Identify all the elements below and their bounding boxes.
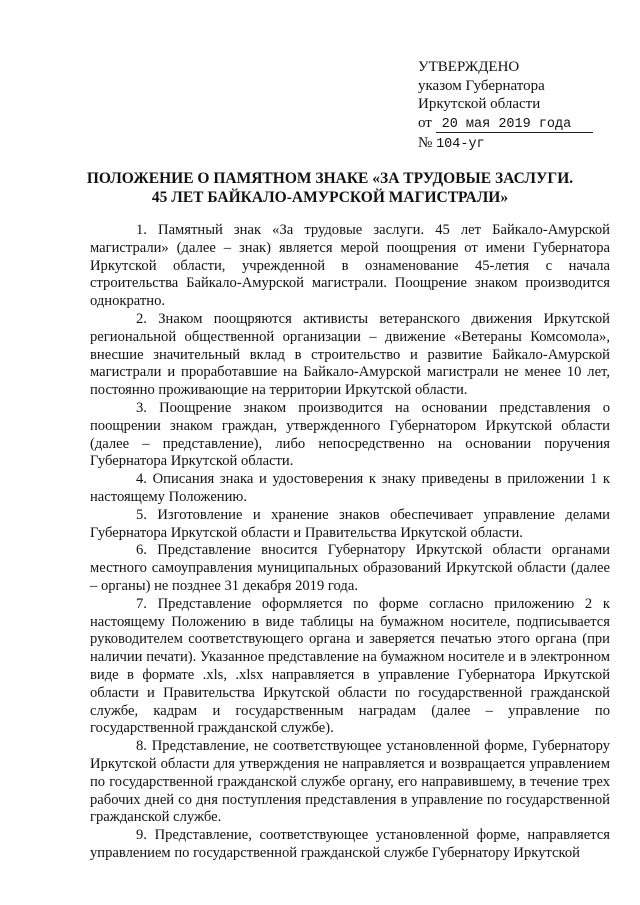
document-title xyxy=(60,169,600,207)
paragraph-6: 6. Представление вносится Губернатору Иркутской области органами местного самоуправления муниципальных образований Иркутской области (далее – органы) не позднее 31 декабря 2019 года. xyxy=(90,542,610,594)
approval-line-1: указом Губернатора xyxy=(418,77,545,94)
approval-date: 20 мая 2019 года xyxy=(436,117,594,133)
date-prefix: от xyxy=(418,114,432,131)
approval-number-line xyxy=(418,134,618,155)
approval-stamp xyxy=(418,58,618,155)
paragraph-2: 2. Знаком поощряются активисты ветеранского движения Иркутской региональной общественной организации – движение «Ветераны Комсомола», внесшие значительный вклад в строительство и развитие Байкало-Амурской магистрали и проработавшие на Байкало-Амурской магистрали не менее 10 лет, постоянно проживающие на территории Иркутской области. xyxy=(90,310,610,399)
approval-status: УТВЕРЖДЕНО xyxy=(418,59,520,75)
title-line-2: 45 ЛЕТ БАЙКАЛО-АМУРСКОЙ МАГИСТРАЛИ» xyxy=(151,189,509,206)
paragraph-4: 4. Описания знака и удостоверения к знаку приведены в приложении 1 к настоящему Положению. xyxy=(90,471,610,505)
paragraph-5: 5. Изготовление и хранение знаков обеспечивает управление делами Губернатора Иркутской области и Правительства Иркутской области. xyxy=(90,506,610,541)
approval-number: 104-уг xyxy=(436,137,485,152)
approval-line-2: Иркутской области xyxy=(418,96,541,112)
document-body xyxy=(90,222,610,863)
paragraph-7: 7. Представление оформляется по форме согласно приложению 2 к настоящему Положению в виде таблицы на бумажном носителе, подписывается руководителем соответствующего органа и заверяется печатью этого органа (при наличии печати). Указанное представление на бумажном носителе и в электронном виде в формате .xls, .xlsx направляется в управление Губернатора Иркутской области и Правительства Иркутской области по государственной гражданской службе, кадрам и государственным наградам (далее – управление по государственной гражданской службе). xyxy=(90,595,610,737)
approval-date-line xyxy=(418,114,618,135)
paragraph-9: 9. Представление, соответствующее установленной форме, направляется управлением по государственной гражданской службе Губернатору Иркутской xyxy=(90,827,610,861)
paragraph-8: 8. Представление, не соответствующее установленной форме, Губернатору Иркутской области для утверждения не направляется и возвращается управлением по государственной гражданской службе органу, его направившему, в течение трех рабочих дней со дня поступления представления в управление по государственной гражданской службе. xyxy=(90,738,610,826)
title-line-1: ПОЛОЖЕНИЕ О ПАМЯТНОМ ЗНАКЕ «ЗА ТРУДОВЫЕ ЗАСЛУГИ. xyxy=(86,170,574,187)
paragraph-1: 1. Памятный знак «За трудовые заслуги. 45 лет Байкало-Амурской магистрали» (далее – знак) является мерой поощрения от имени Губернатора Иркутской области, учрежденной в ознаменование 45-летия с начала строительства Байкало-Амурской магистрали. Поощрение знаком производится однократно. xyxy=(90,222,610,310)
paragraph-3: 3. Поощрение знаком производится на основании представления о поощрении знаком граждан, утвержденного Губернатором Иркутской области (далее – представление), либо непосредственно на основании поручения Губернатора Иркутской области. xyxy=(90,399,610,470)
number-prefix: № xyxy=(418,135,433,151)
